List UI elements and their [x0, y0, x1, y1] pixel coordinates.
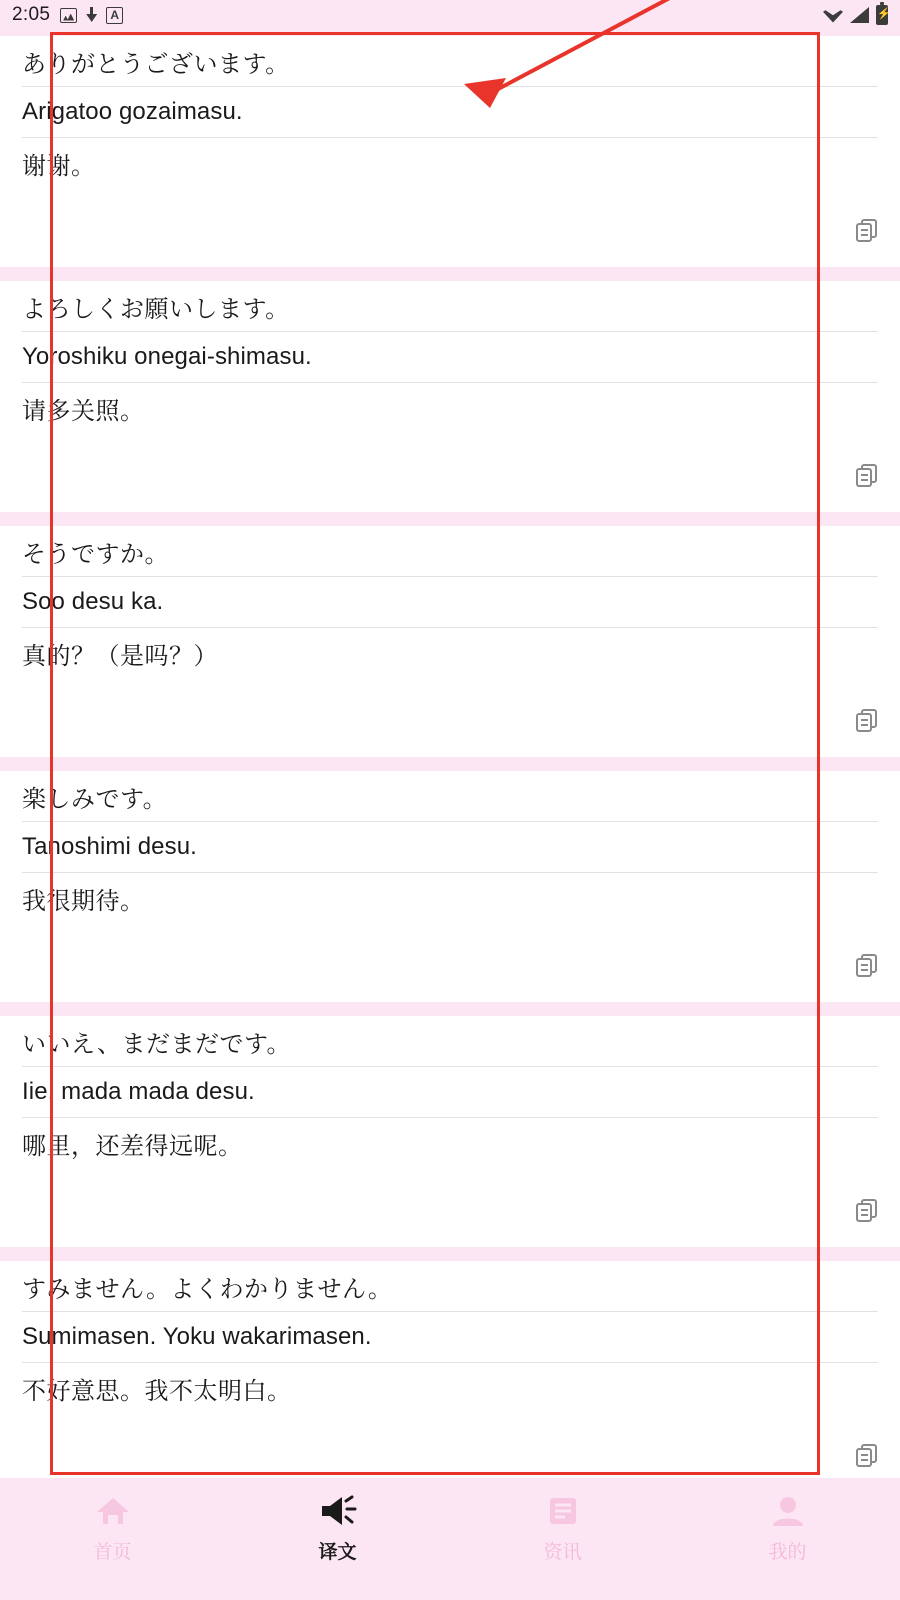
copy-icon[interactable]	[856, 219, 878, 243]
phrase-chinese: 真的？（是吗？）	[22, 643, 218, 670]
speaker-icon	[317, 1492, 359, 1530]
phrase-romaji: Sumimasen. Yoku wakarimasen.	[22, 1312, 878, 1363]
phrase-card-list[interactable]	[0, 30, 900, 1478]
app-a-icon: A	[106, 7, 123, 24]
nav-label: 我的	[768, 1542, 807, 1563]
person-icon	[767, 1492, 809, 1530]
image-icon	[60, 8, 77, 23]
copy-icon[interactable]	[856, 709, 878, 733]
list-item[interactable]	[0, 771, 900, 1002]
copy-icon[interactable]	[856, 1444, 878, 1468]
news-icon	[542, 1492, 584, 1530]
list-item[interactable]	[0, 526, 900, 757]
list-item[interactable]	[0, 36, 900, 267]
nav-label: 资讯	[543, 1542, 582, 1563]
battery-charging-icon	[876, 5, 888, 25]
phrase-romaji: Iie, mada mada desu.	[22, 1067, 878, 1118]
phrase-japanese: 楽しみです。	[22, 771, 878, 822]
nav-item-news[interactable]	[450, 1492, 675, 1564]
phrase-chinese: 哪里，还差得远呢。	[22, 1133, 243, 1160]
status-clock: 2:05	[12, 4, 51, 25]
status-bar-notification-icons	[60, 7, 123, 24]
phrase-chinese: 请多关照。	[22, 398, 145, 425]
phrase-romaji: Arigatoo gozaimasu.	[22, 87, 878, 138]
list-item[interactable]	[0, 1016, 900, 1247]
phrase-chinese: 不好意思。我不太明白。	[22, 1378, 292, 1405]
phrase-chinese: 我很期待。	[22, 888, 145, 915]
wifi-icon	[823, 8, 843, 23]
phrase-romaji: Yoroshiku onegai-shimasu.	[22, 332, 878, 383]
phrase-japanese: すみません。よくわかりません。	[22, 1261, 878, 1312]
phrase-japanese: そうですか。	[22, 526, 878, 577]
status-bar	[0, 0, 900, 30]
nav-label: 译文	[318, 1542, 357, 1563]
copy-icon[interactable]	[856, 1199, 878, 1223]
bottom-navigation	[0, 1478, 900, 1600]
status-bar-system-icons	[823, 5, 888, 25]
list-item[interactable]	[0, 1261, 900, 1478]
phrase-romaji: Soo desu ka.	[22, 577, 878, 628]
copy-icon[interactable]	[856, 464, 878, 488]
list-item[interactable]	[0, 281, 900, 512]
copy-icon[interactable]	[856, 954, 878, 978]
phrase-chinese: 谢谢。	[22, 153, 96, 180]
home-icon	[92, 1492, 134, 1530]
phrase-japanese: ありがとうございます。	[22, 36, 878, 87]
nav-item-profile[interactable]	[675, 1492, 900, 1564]
nav-item-home[interactable]	[0, 1492, 225, 1564]
nav-item-translation[interactable]	[225, 1492, 450, 1564]
nav-label: 首页	[93, 1542, 132, 1563]
phrase-japanese: いいえ、まだまだです。	[22, 1016, 878, 1067]
signal-icon	[850, 7, 869, 23]
download-icon	[85, 7, 98, 23]
phrase-romaji: Tanoshimi desu.	[22, 822, 878, 873]
phrase-japanese: よろしくお願いします。	[22, 281, 878, 332]
